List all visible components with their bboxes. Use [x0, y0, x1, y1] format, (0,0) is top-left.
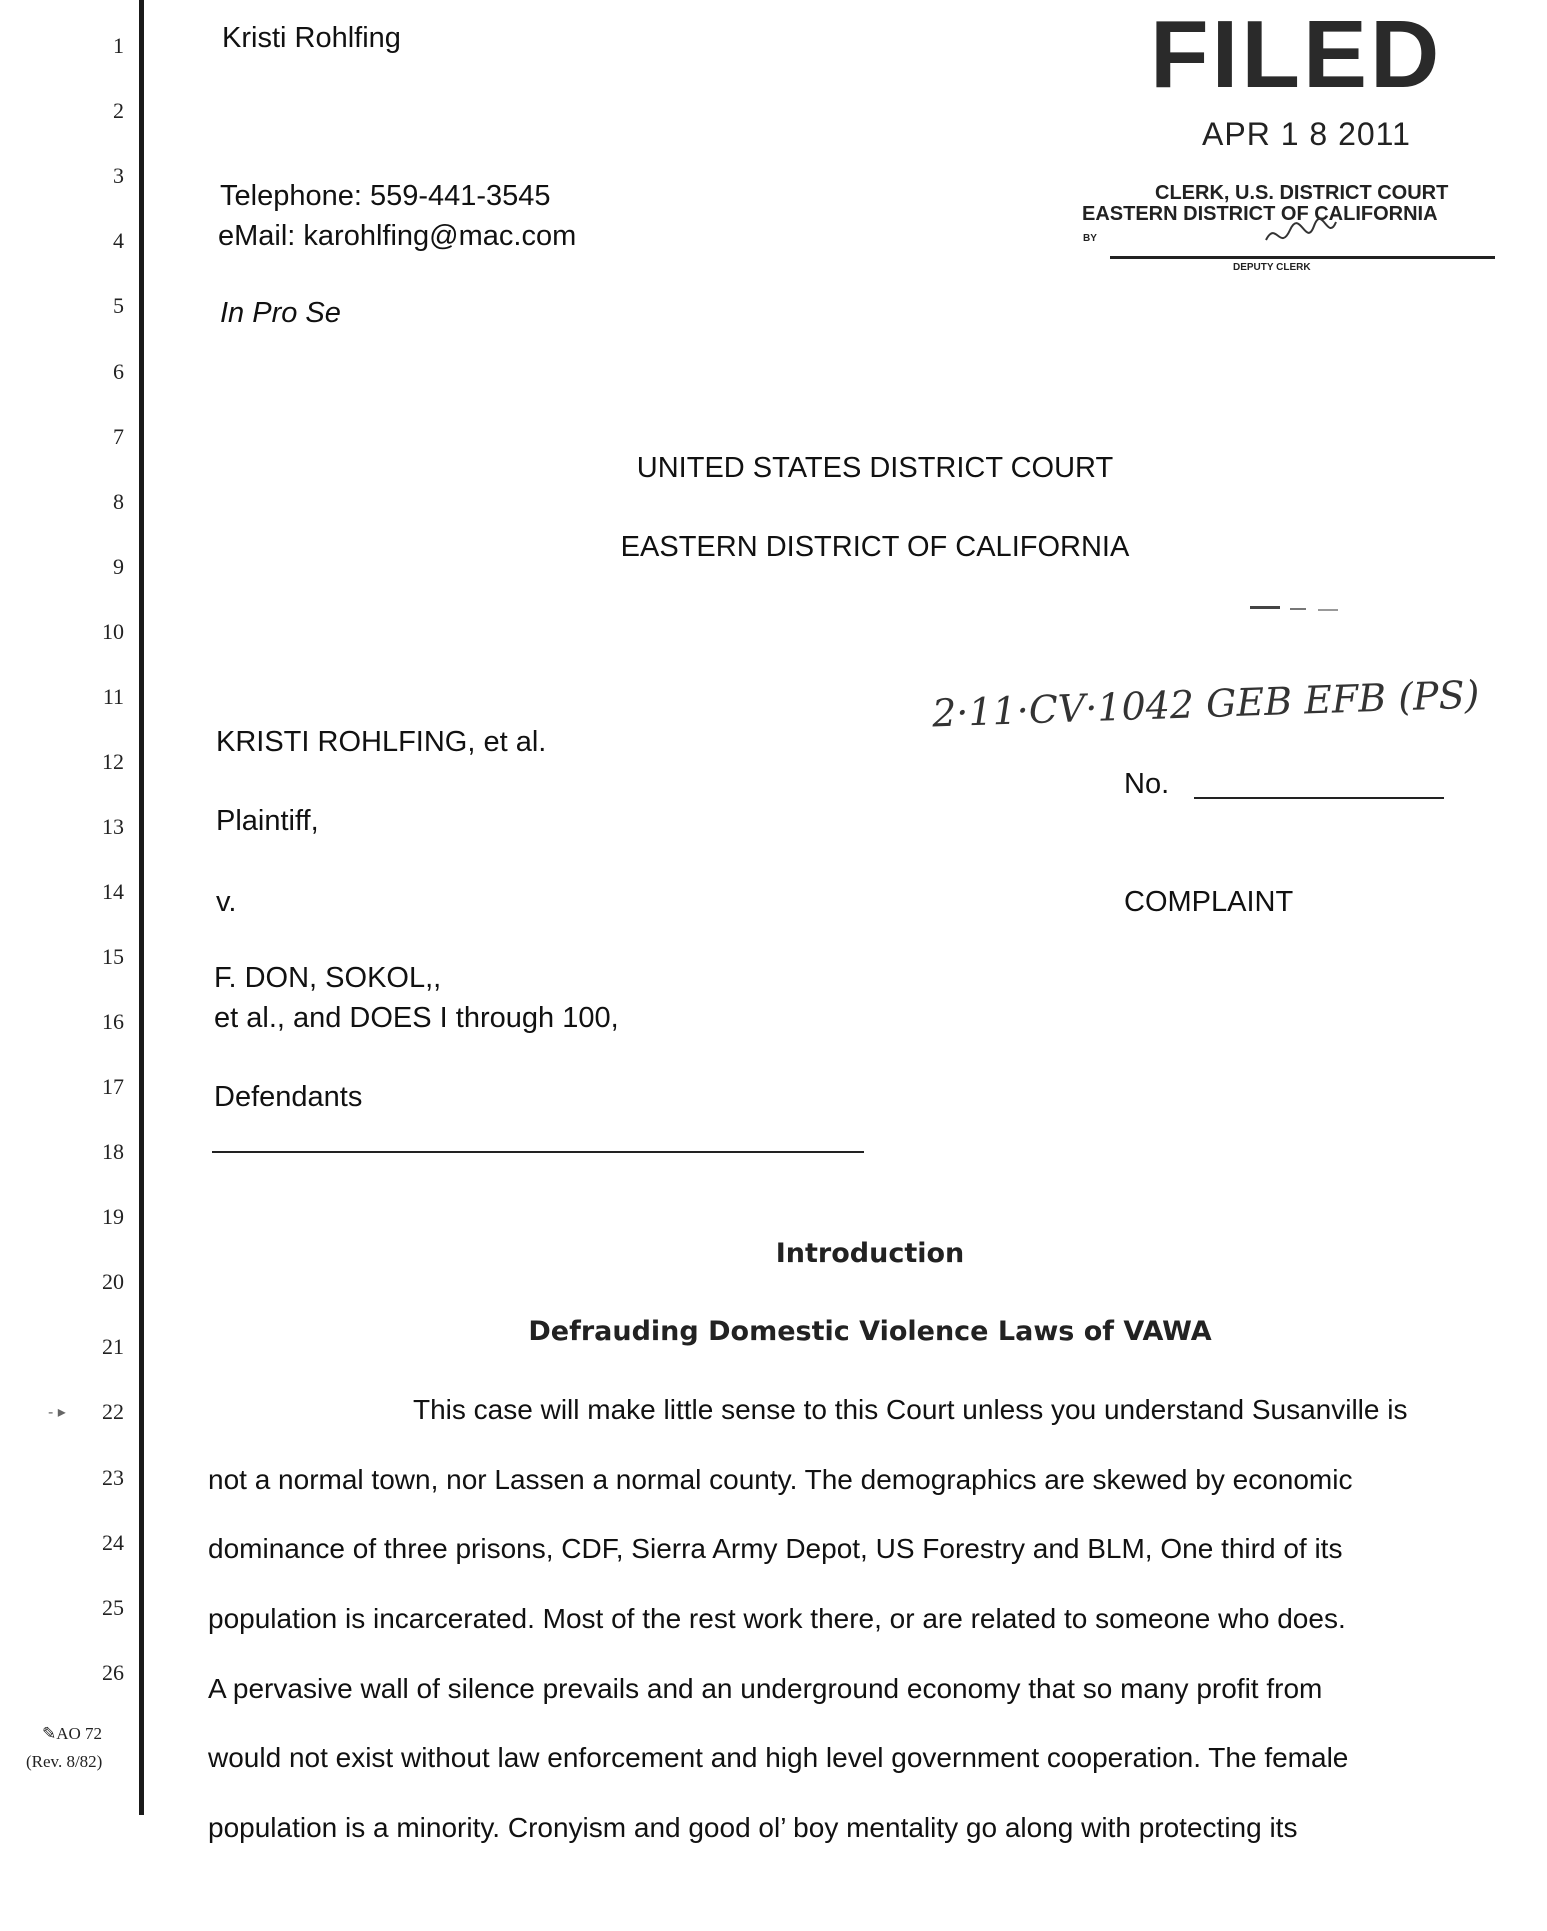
handwritten-case-number: 2·11·CV·1042 GEB EFB (PS)	[931, 672, 1481, 736]
deputy-signature-scribble	[1262, 212, 1342, 256]
case-no-blank	[1194, 797, 1444, 799]
body-line: not a normal town, nor Lassen a normal county. The demographics are skewed by economic	[208, 1464, 1353, 1495]
stray-mark	[1250, 606, 1280, 609]
versus: v.	[216, 886, 237, 918]
form-revision: (Rev. 8/82)	[26, 1752, 103, 1771]
line-number: 10	[102, 619, 124, 644]
body-line: population is a minority. Cronyism and good ol’ boy mentality go along with protecting its	[208, 1812, 1298, 1843]
line-number: 26	[102, 1660, 124, 1685]
body-line: A pervasive wall of silence prevails and an underground economy that so many profit from	[208, 1673, 1323, 1704]
line-number: 17	[102, 1074, 124, 1099]
line-number: 6	[113, 359, 124, 384]
court-district: EASTERN DISTRICT OF CALIFORNIA	[620, 531, 1130, 563]
clerk-line-2: EASTERN DISTRICT OF CALIFORNIA	[1082, 203, 1438, 225]
plaintiff-name: KRISTI ROHLFING, et al.	[216, 726, 547, 758]
party-status: In Pro Se	[220, 297, 341, 329]
party-telephone: Telephone: 559-441-3545	[220, 180, 551, 212]
deputy-clerk-label: DEPUTY CLERK	[1233, 262, 1311, 273]
defendant-label: Defendants	[214, 1081, 363, 1113]
case-no-label: No.	[1124, 768, 1170, 800]
line-number: 4	[113, 228, 124, 253]
body-line: This case will make little sense to this Court unless you understand Susanville is	[413, 1394, 1408, 1425]
line-number: 15	[102, 944, 124, 969]
line-number: 12	[102, 749, 124, 774]
clerk-line-1: CLERK, U.S. DISTRICT COURT	[1155, 182, 1449, 204]
line-number: 21	[102, 1334, 124, 1359]
party-name: Kristi Rohlfing	[222, 22, 401, 54]
margin-rule	[139, 0, 144, 1815]
line-number: 2	[113, 98, 124, 123]
intro-subheading: Defrauding Domestic Violence Laws of VAWA	[528, 1316, 1212, 1347]
plaintiff-label: Plaintiff,	[216, 805, 319, 837]
line-number: 7	[113, 424, 124, 449]
line-number: 8	[113, 489, 124, 514]
line-number: 11	[102, 684, 124, 709]
line-number: 5	[113, 293, 124, 318]
line-number: 22	[102, 1399, 124, 1424]
line-number: 13	[102, 814, 124, 839]
document-type: COMPLAINT	[1124, 886, 1294, 918]
filed-date: APR 1 8 2011	[1202, 116, 1411, 152]
line-number: 23	[102, 1465, 124, 1490]
line-number: 19	[102, 1204, 124, 1229]
line-number: 16	[102, 1009, 124, 1034]
intro-heading: Introduction	[775, 1238, 965, 1269]
party-email: eMail: karohlfing@mac.com	[218, 220, 577, 252]
filed-stamp: FILED	[1150, 1, 1443, 108]
body-line: would not exist without law enforcement and high level government cooperation. The female	[208, 1742, 1349, 1773]
body-line: population is incarcerated. Most of the rest work there, or are related to someone who does.	[208, 1603, 1346, 1634]
form-number: ✎AO 72	[42, 1724, 103, 1743]
line-number: 3	[113, 163, 124, 188]
line-number: 9	[113, 554, 124, 579]
margin-arrow-mark: - ▸	[48, 1404, 66, 1421]
stray-mark	[1290, 608, 1306, 610]
stamp-by: BY	[1083, 233, 1097, 244]
body-line: dominance of three prisons, CDF, Sierra Army Depot, US Forestry and BLM, One third of its	[208, 1533, 1343, 1564]
line-number: 20	[102, 1269, 124, 1294]
caption-divider	[212, 1151, 864, 1153]
line-number: 25	[102, 1595, 124, 1620]
stamp-signature-line	[1110, 256, 1495, 259]
defendant-extra: et al., and DOES I through 100,	[214, 1002, 619, 1034]
line-number: 24	[102, 1530, 124, 1555]
line-number: 14	[102, 879, 124, 904]
defendant-name: F. DON, SOKOL,,	[214, 962, 442, 994]
line-number: 18	[102, 1139, 124, 1164]
court-name: UNITED STATES DISTRICT COURT	[636, 452, 1114, 484]
stray-mark	[1318, 609, 1338, 611]
line-number: 1	[113, 33, 124, 58]
